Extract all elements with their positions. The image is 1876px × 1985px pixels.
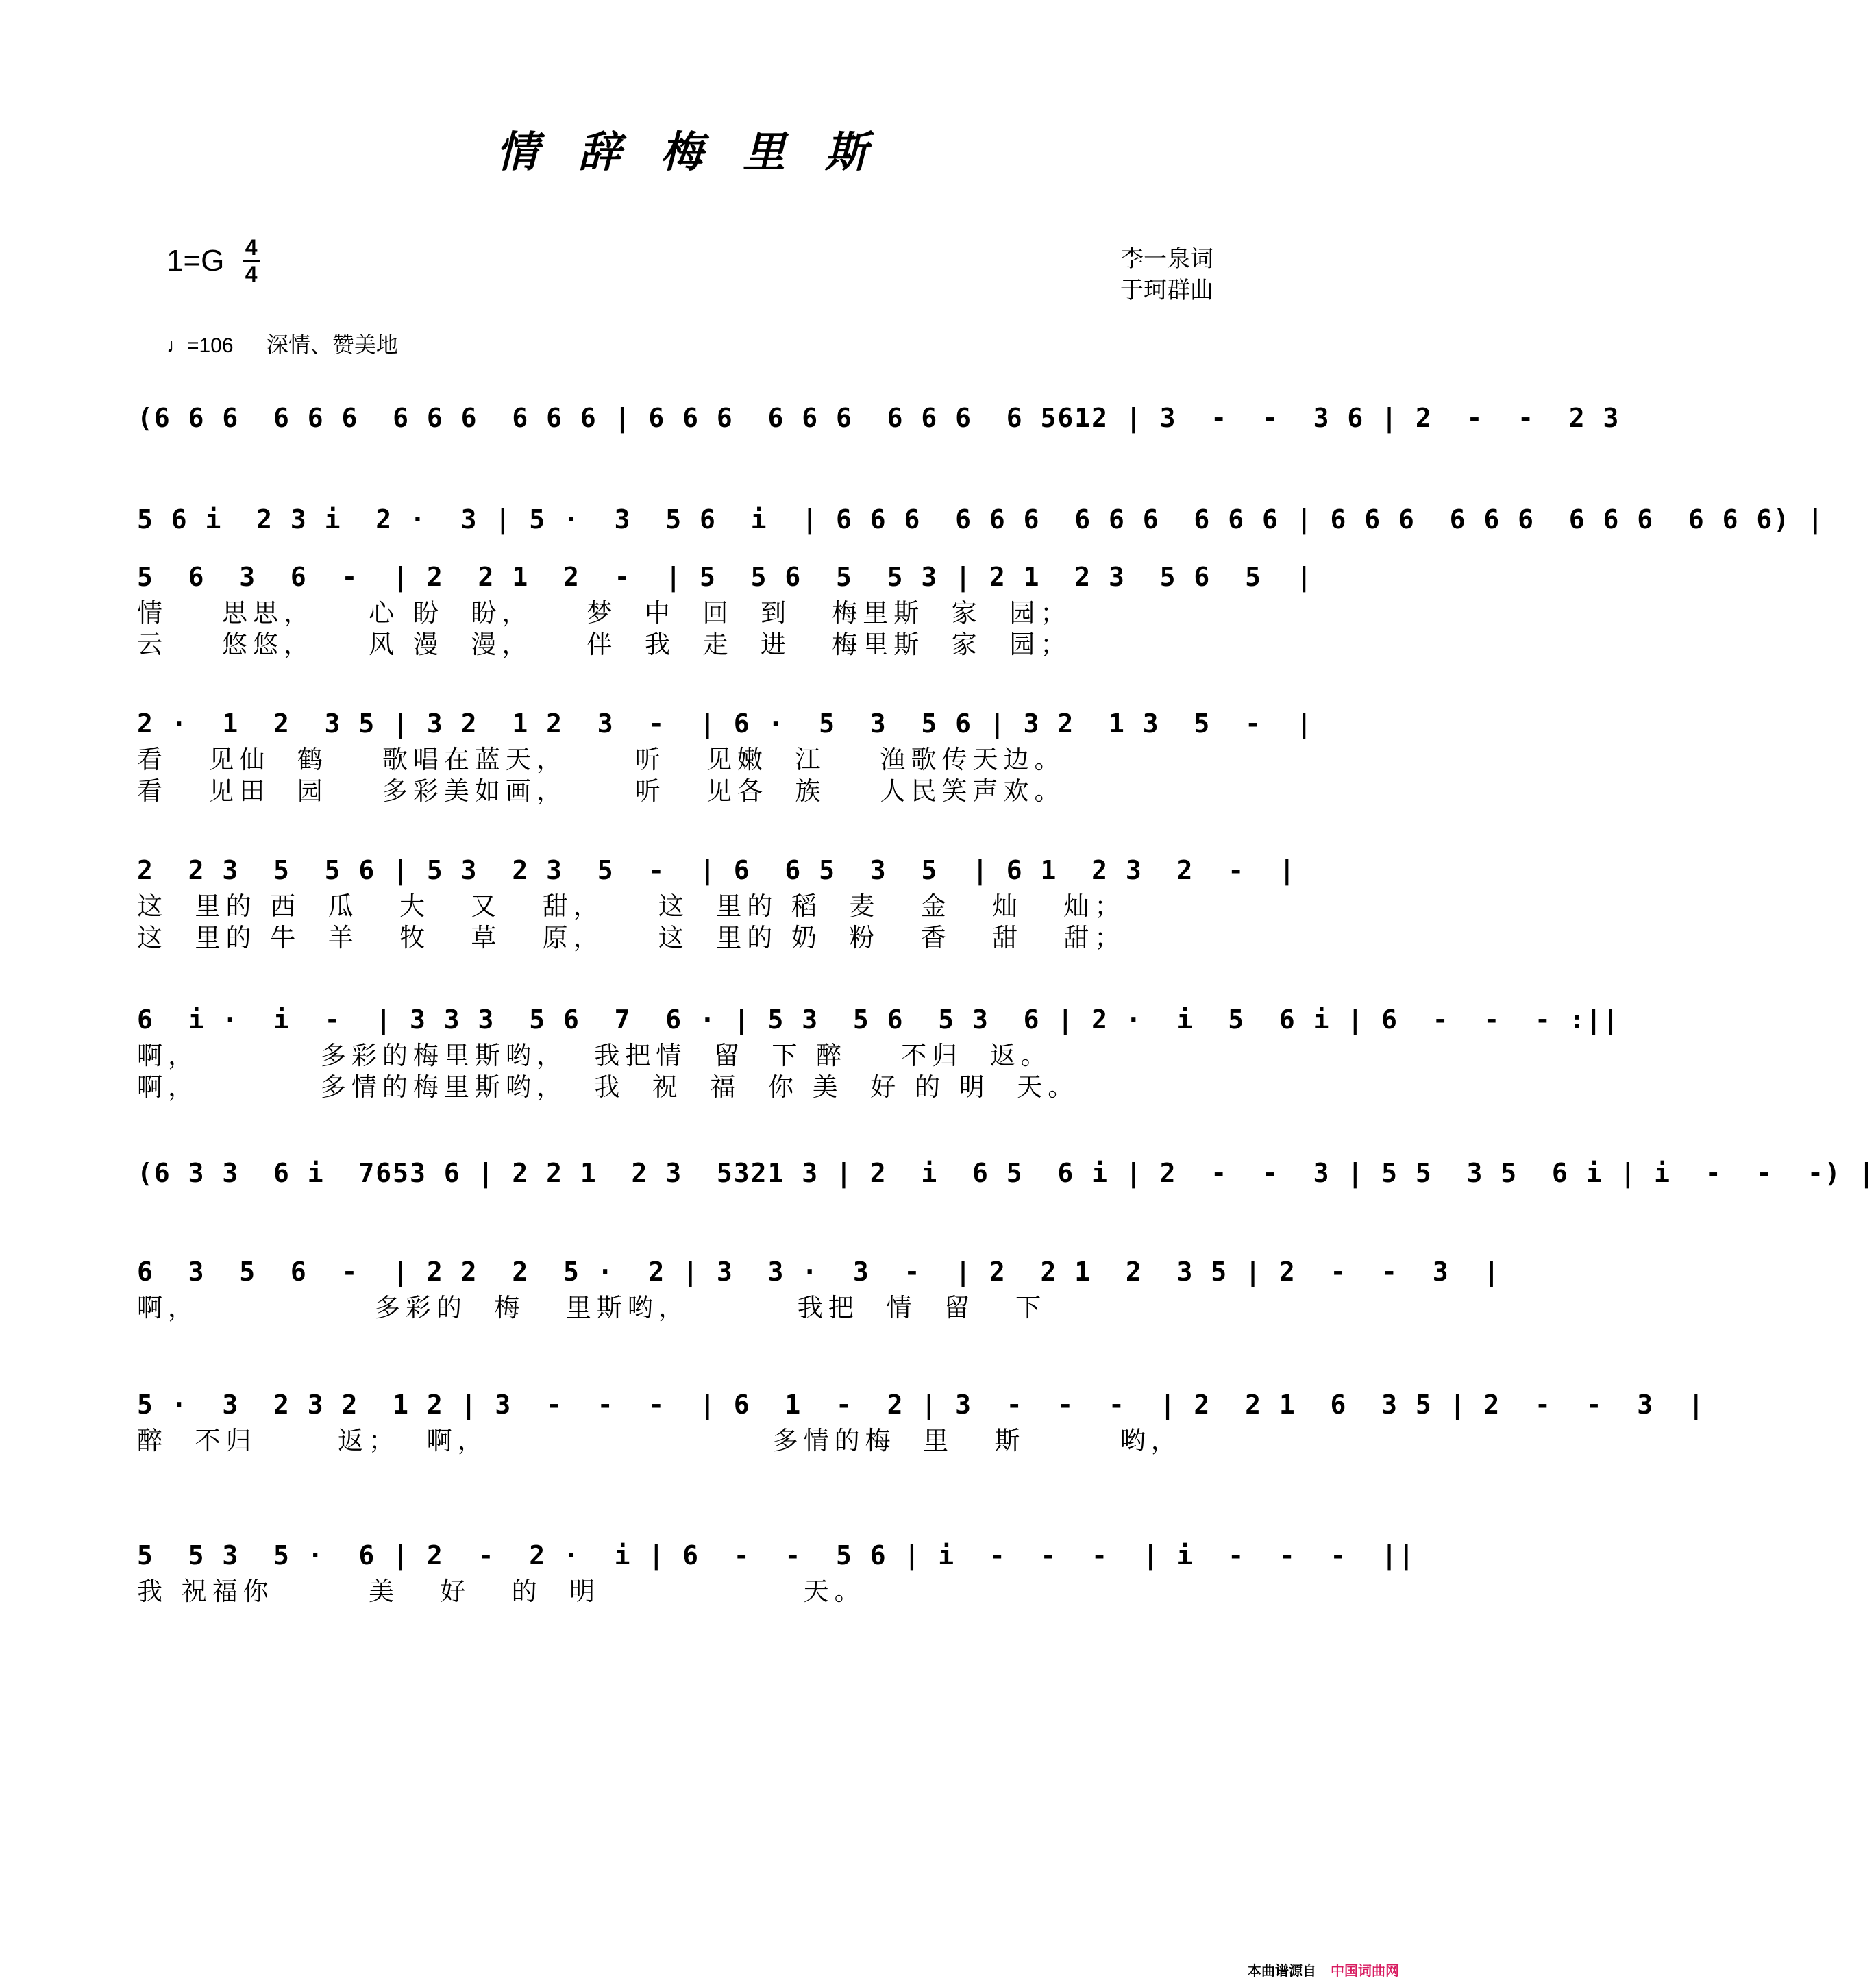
lyric-verse-1: 看 见仙 鹤 歌唱在蓝天， 听 见嫩 江 渔歌传天边。 bbox=[137, 745, 1065, 774]
notation: 6 i · i - | 3 3 3 5 6 7 6 · | 5 3 5 6 5 3 6 | 2 · i 5 6 i | 6 - - - :|| bbox=[137, 1004, 1620, 1035]
time-top: 4 bbox=[245, 235, 258, 260]
score-line-8 bbox=[137, 1251, 1501, 1324]
time-bottom: 4 bbox=[245, 262, 258, 286]
lyric-verse-1: 啊， 多彩的 梅 里斯哟， 我把 情 留 下 bbox=[137, 1293, 1047, 1322]
score-line-9 bbox=[137, 1384, 1705, 1457]
composer: 于珂群曲 bbox=[1120, 278, 1213, 304]
notation: 2 · 1 2 3 5 | 3 2 1 2 3 - | 6 · 5 3 5 6 | 3 2 1 3 5 - | bbox=[137, 708, 1313, 739]
score-line-2 bbox=[137, 499, 1825, 540]
score-line-3 bbox=[137, 556, 1313, 661]
lyric-verse-1: 情 思思， 心 盼 盼， 梦 中 回 到 梅里斯 家 园； bbox=[137, 598, 1072, 628]
source-footer bbox=[1248, 1960, 1399, 1980]
lyric-verse-2: 云 悠悠， 风 漫 漫， 伴 我 走 进 梅里斯 家 园； bbox=[137, 630, 1072, 659]
score-line-6 bbox=[137, 999, 1620, 1103]
time-signature bbox=[243, 236, 260, 285]
song-title: 情辞梅里斯 bbox=[495, 127, 907, 177]
notation: 5 6 3 6 - | 2 2 1 2 - | 5 5 6 5 5 3 | 2 1 2 3 5 6 5 | bbox=[137, 562, 1313, 592]
lyric-verse-2: 啊， 多情的梅里斯哟， 我 祝 福 你 美 好 的 明 天。 bbox=[137, 1072, 1079, 1102]
key-label: 1=G bbox=[166, 243, 225, 278]
tempo-value: ♩=106 bbox=[166, 334, 234, 357]
notation: (6 6 6 6 6 6 6 6 6 6 6 6 | 6 6 6 6 6 6 6 6 6 6 5612 | 3 - - 3 6 | 2 - - 2 3 bbox=[137, 403, 1620, 433]
lyric-verse-1: 我 祝福你 美 好 的 明 天。 bbox=[137, 1577, 865, 1606]
score-line-7 bbox=[137, 1152, 1876, 1194]
lyricist: 李一泉词 bbox=[1120, 246, 1213, 272]
score-line-1 bbox=[137, 397, 1620, 439]
credits bbox=[1120, 243, 1213, 306]
lyric-verse-2: 看 见田 园 多彩美如画， 听 见各 族 人民笑声欢。 bbox=[137, 776, 1065, 806]
score-line-4 bbox=[137, 703, 1313, 807]
notation: 5 6 i 2 3 i 2 · 3 | 5 · 3 5 6 i | 6 6 6 6 6 6 6 6 6 6 6 6 | 6 6 6 6 6 6 6 6 6 6 6 6) | bbox=[137, 504, 1825, 534]
footer-site-link[interactable]: 中国词曲网 bbox=[1331, 1962, 1399, 1979]
notation: 5 · 3 2 3 2 1 2 | 3 - - - | 6 1 - 2 | 3 - - - | 2 2 1 6 3 5 | 2 - - 3 | bbox=[137, 1390, 1705, 1420]
lyric-verse-1: 啊， 多彩的梅里斯哟， 我把情 留 下 醉 不归 返。 bbox=[137, 1041, 1052, 1070]
lyric-verse-1: 醉 不归 返； 啊， 多情的梅 里 斯 哟， bbox=[137, 1426, 1182, 1455]
score-line-10 bbox=[137, 1535, 1416, 1607]
tempo-marking bbox=[166, 328, 398, 359]
footer-source-text: 本曲谱源自 bbox=[1248, 1962, 1317, 1979]
notation: 2 2 3 5 5 6 | 5 3 2 3 5 - | 6 6 5 3 5 | 6 1 2 3 2 - | bbox=[137, 855, 1296, 885]
notation: 5 5 3 5 · 6 | 2 - 2 · i | 6 - - 5 6 | i - - - | i - - - || bbox=[137, 1540, 1416, 1570]
key-signature bbox=[166, 236, 260, 285]
lyric-verse-1: 这 里的 西 瓜 大 又 甜， 这 里的 稻 麦 金 灿 灿； bbox=[137, 891, 1126, 921]
mood-marking: 深情、赞美地 bbox=[266, 332, 398, 357]
notation: (6 3 3 6 i 7653 6 | 2 2 1 2 3 5321 3 | 2 i 6 5 6 i | 2 - - 3 | 5 5 3 5 6 i | i - - -) | bbox=[137, 1158, 1876, 1188]
notation: 6 3 5 6 - | 2 2 2 5 · 2 | 3 3 · 3 - | 2 2 1 2 3 5 | 2 - - 3 | bbox=[137, 1257, 1501, 1287]
lyric-verse-2: 这 里的 牛 羊 牧 草 原， 这 里的 奶 粉 香 甜 甜； bbox=[137, 923, 1126, 952]
score-line-5 bbox=[137, 850, 1296, 954]
